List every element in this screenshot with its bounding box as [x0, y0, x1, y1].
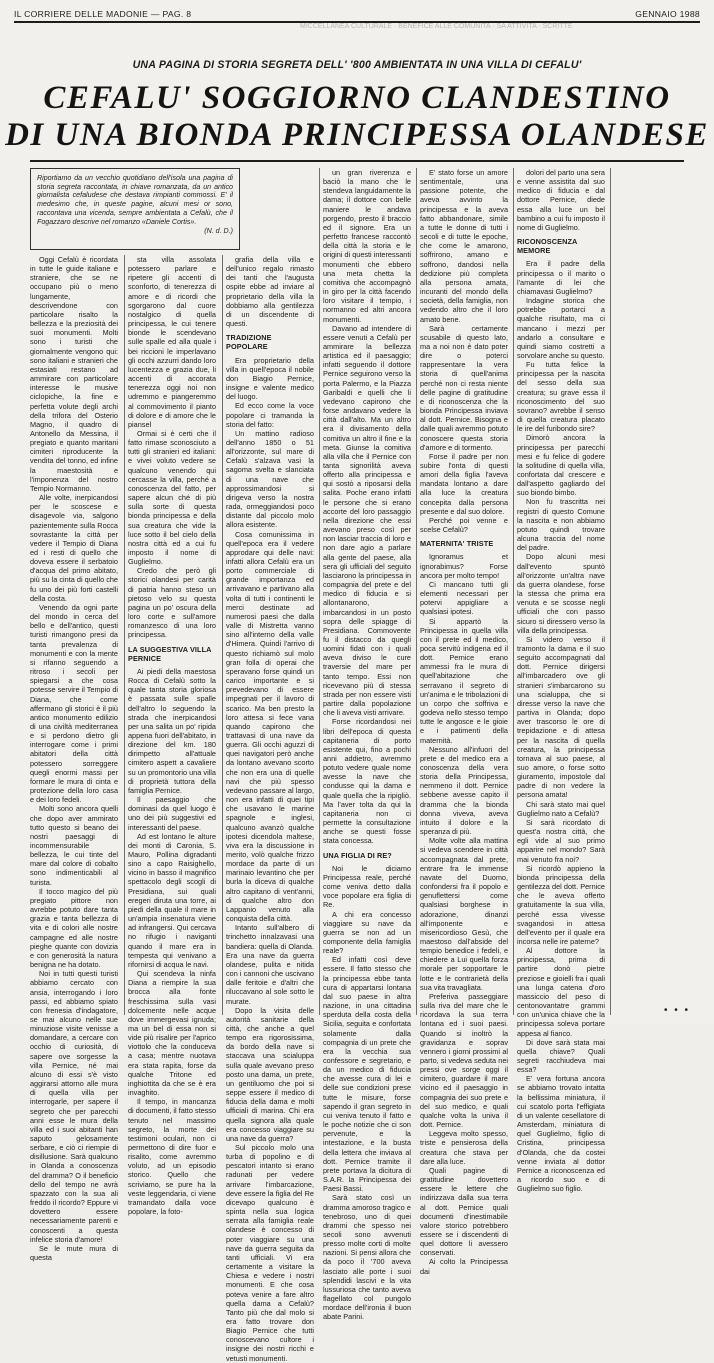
article-paragraph: A chi era concesso viaggiare su nave da guerra se non ad un componente della famiglia reale?	[323, 909, 411, 956]
article-paragraph: E' vera fortuna ancora se abbiamo trovato intatta la bellissima miniatura, il cui scatolo porta l'effigiata di un valente cesellatore di Amsterdam, miniatura di quel Guglielmo, figlio di Cristina, principessa d'Olanda, che da costei venne inviata al dottor Pernice a riconoscenza ed a ricordo suo e di Guglielmo suo figlio.	[517, 1074, 605, 1194]
intro-signature: (N. d. D.)	[204, 227, 233, 236]
article-paragraph: Sul piccolo molo una turba di popolino e di pescatori intanto si erano radunati per vedere arrivare l'imbarcazione, deve essere la figlia del Re dicevapo qualcuno è spinta nella sua logica serrata alla famiglia reale olandese è concesso di poter viaggiare su una nave da guerra seguita da tanti ufficiali. Vi era certamente a visitare la Chiesa e vedere i nostri monumenti. E che cosa poteva venire a fare altro quella dama a Cefalù? Tanto più che dal molo si era fatto trovare don Biagio Pernice che tutti conoscevano cultore i insigne dei nostri ricchi e vetusti monumenti.	[226, 1143, 314, 1363]
article-paragraph: Noi in tutti questi turisti abbiamo cercato con ansia, interrogando i loro passi, ed abbiamo spiato con frenesia d'indagatore, se mai alcuno nelle sue minuziose visite venisse a domandare, a cercare con occhio di curiosità, di sapere ove sorgesse la villa Pernice, né mai alcuno di essi s'è visto aggirarsi attorno alle mura di quella villa per interrogarle, per sapere il segreto che per parecchi anni esse le mura della villa ed i suoi abitanti han saputo gelosamente serbare, e ciò ci riempie di disillusione. Sarà qualcuno in Olanda a conoscenza del dramma? O il beneficio dello del tempo ne avrà spazzato con la sua ali freddo il ricordo? Eppure vi dovettero essere necessariamente parenti e conoscenti a questa infelice storia d'amore!	[30, 969, 118, 1244]
headline-rule	[30, 160, 684, 162]
article-paragraph: Ai piedi della maestosa Rocca di Cefalù sotto la quale tanta storia gloriosa è passata sulle spalle dell'altro lo seguendo la strada che inerpicandosi per una salita un po' ripida appena fuori dell'abitato, in direzione del km. 180 dirimpetto all'attuale cimitero aspett a cavaliere su un promontorio una villa di proprietà tuttora della famiglia Pernice.	[128, 666, 216, 795]
article-paragraph: Ai colto la Principessa dai	[420, 1257, 508, 1276]
article-paragraph: dolori del parto una sera e venne assistita dal suo medico di fiducia e dal dottore Pernice, diede essa alla luce un bel bambino a cui fu imposto il nome di Guglielmo.	[517, 168, 605, 232]
kicker: UNA PAGINA DI STORIA SEGRETA DELL' '800 AMBIENTATA IN UNA VILLA DI CEFALU'	[132, 59, 582, 71]
article-column-5	[420, 168, 508, 1276]
article-paragraph: Noi le diciamo Principessa reale, perché come veniva detto dalla voce popolare era figlia di Re.	[323, 863, 411, 910]
article-paragraph: Si ricordò appieno la bionda principessa della gentilezza del dott. Pernice che le aveva offerto gratuitamente la sua villa, perché essa vivesse svagandosi in attesa dell'evento per il quale era incorsa nelle ire paterne?	[517, 863, 605, 946]
article-paragraph: Il tocco magico del più pregiato pittore non avrebbe potuto dare tanta grazia e tanta bellezza di vita e di colori alle nostre campagne ed alle nostre pieghe quante con dovizia e con generosità la natura benigna ne ha dotato.	[30, 886, 118, 970]
article-paragraph: Si videro verso il tramonto la dama e il suo seguito accompagnati dal dott. Pernice dirigersi all'imbarcadero ove gli stranieri s'imbarcarono su una scialuppa, che si diresse verso la nave che partiva in Olanda; dopo aver trascorso le ore di trepidazione e di attesa per la nascita di quella creatura, la principessa tornava al suo paese, al suo amore, o forse sotto giuramento, impostole dal padre di non vedere la persona amata!	[517, 634, 605, 800]
article-paragraph: Indagine storica che potrebbe portarci a qualche risultato, ma ci mancano i mezzi per andarlo a consultare e quindi siamo costretti a sorvolare anche su questo.	[517, 296, 605, 360]
article-paragraph: Molte volte alla mattina si vedeva scendere in città accompagnata dal prete, entrare fra le immense navate del Duomo, confondersi fra il popolo e genuflettersi come qualsiasi borghese in adorazione, dinanzi all'imponente e misericordioso Gesù, che maestoso dall'abside del tempio benedice i fedeli, e chiedere a Lui quella forza morale per sopportare le lotte e le contrarietà della sua vita travagliata.	[420, 836, 508, 992]
article-paragraph: Cosa comunissima in quell'epoca era il vedere approdare qui delle navi: infatti allora Cefalù era un porto commerciale di grande importanza ed arrivavano e partivano alla volta di tutti i continenti le merci destinate ad numerosi paesi che dalla valle di Mistretta vanno sino all'interno della valle d'Himera. Quindi l'arrivo di questo richiamò sul molo gran folla di operai che speravano forse quindi un carico importante e si prevedevano di essere impegnati per il lavoro di scarico. Ma ben presto la loro attesa si fece vana quando capirono che trattavasi di una nave da guerra. Gli occhi aguzzi di quei navigatori però anche da lontano avevano scorto che non era una di quelle navi che più spesso vedevano passare al largo, non era infatti di quei tipi che usavano le marine spagnole e inglesi, qualcuno avanzò qualche ipotesi dicendola maltese, viva era la discussione in merito, volò qualche frizzo mordace da parte di un marinaio levantino che per burla la diceva di qualche altro capitano di vent'anni, di qualche altro don Lappanio venuto alla conquista della città.	[226, 529, 314, 924]
article-paragraph: Credo che però gli storici olandesi per carità di patria hanno steso un pietoso velo su questa pagina un po' oscura della loro corte e sull'amore romanzesco di una loro principessa.	[128, 566, 216, 640]
section-heading: TRADIZIONE POPOLARE	[226, 333, 272, 352]
article-paragraph: Fu tutta felice la principessa per la nascita del sesso della sua creatura; su grave essa il riconoscimento del suo sovrano? avrebbe il senso di quella creatura placato le ire del furibondo sire?	[517, 360, 605, 434]
article-paragraph: Ci mancano tutti gli elementi necessari per potervi appigliare a qualsiasi ipotesi.	[420, 579, 508, 617]
article-paragraph: Si appartò la Principessa in quella villa con il prete ed il medico, poca servitù indigena ed il dott. Pernice erano ammessi fra le mura di quell'abitazione che serravano il segreto di un'anima e le tribolazioni di un corpo che soffriva e godeva nello stesso tempo tutte le angosce e le gioie e i patimenti della maternità.	[420, 616, 508, 745]
article-paragraph: Perché poi venne e scelse Cefalù?	[420, 515, 508, 535]
article-paragraph: Forse ricordandosi nei libri dell'epoca di questa capitaneria di porto esistente qui, fino a pochi anni addietro, avremmo potuto vedere quale nome avesse la nave che condusse qui la dama e quale quella che la ripigliò. Ma l'aver tolta da qui la capitaneria non ci permette la consultazione anche se questi fosse stata concessa.	[323, 717, 411, 846]
article-column-1	[30, 255, 118, 1263]
article-paragraph: Ad est lontano le alture dei monti di Caronia, S. Mauro, Pollina digradanti sino a capo Raisighello, vicino in basso il magnifico spettacolo degli scogli di Presidiana, sui quali eregeri diruta una torre, ai piedi della quale il mare in un'ampia insenatura viene ad infrangersi. Qui cercava no rifugio i naviganti quando il mare era in tempesta qui venivano a rifornirsi di acqua le navi.	[128, 831, 216, 969]
masthead	[14, 3, 700, 19]
masthead-date: GENNAIO 1988	[635, 9, 700, 19]
section-heading: MATERNITA' TRISTE	[420, 539, 494, 549]
article-paragraph: Forse il padre per non subire l'onta di questi amori della figlia l'aveva mandata lontano a dare alla luce la creatura concepita dalla persona presente e dal suo dolore.	[420, 451, 508, 516]
headline-line-1: CEFALU' SOGGIORNO CLANDESTINO	[43, 80, 671, 116]
column-separator	[222, 255, 223, 1015]
column-separator	[319, 168, 320, 1015]
article-paragraph: Molti sono ancora quelli che dopo aver ammirato tutto questo si beano dei nostri paesaggi di incommensurabile bellezza, le cui tinte del mare dal colore di cobalto sono indimenticabili al turista.	[30, 804, 118, 887]
section-heading: LA SUGGESTIVA VILLA PERNICE	[128, 644, 212, 663]
article-paragraph: Dopo alcuni mesi dall'evento spuntò all'orizzonte un'altra nave da guerra olandese, forse la stessa che prima era venuta e se scosse negli ufficiali che con passo sicuro si diressero verso la villa della principessa.	[517, 552, 605, 635]
article-paragraph: Sarà stato così un dramma amoroso tragico e tenebroso, uno di quei drammi che spesso nei secoli sono avvenuti presso molte corti di molte nazioni. Si pensi allora che da poco il '700 aveva lasciato alle porte i suoi splendidi lascivi e la vita lussuriosa che tanto aveva flagellato col pungolo mordace dell'ironia il buon abate Parini.	[323, 1193, 411, 1322]
article-paragraph: Nessuno all'infuori del prete e del medico era a conoscenza della vera storia della Principessa, nemmeno il dott. Pernice sebbene avesse capito il dramma che la bionda donna viveva, aveva intuito il dolore e la speranza di più.	[420, 744, 508, 837]
article-paragraph: Chi sarà stato mai quel Guglielmo nato a Cefalù?	[517, 799, 605, 818]
column-separator	[610, 168, 611, 1015]
article-paragraph: un gran riverenza e baciò la mano che le stendeva languidamente la dama; il dottore con belle maniere le andava porgendo, presto il braccio ed il signore. Era un perfetto francese raccontò della città la storia e le origini di questi interessanti monumenti che ebbero una meta chetta la comitiva che accompagnò in giro per la città facendo loro visitare il tempio, i normanno ed altri ancora monumenti.	[323, 168, 412, 324]
article-paragraph: Dopo la visita delle autorità sanitarie della città, che anche a quel tempo era rigorosissima, da bordo della nave si staccava una scialuppa sulla quale avevano preso posto una dama, un prete, un gentiluomo che poi si seppe essere il medico di fiducia della dama e molti ufficiali di marina. Chi era quella signora alla quale era concesso viaggiare su una nave da guerra?	[226, 1005, 314, 1143]
article-paragraph: Un mattino radioso dell'anno 1850 o 51 all'orizzonte, sul mare di Cefalù s'alzava vasi la sagoma svelta e slanciata di una nave che approssimandosi si dirigeva verso la nostra rada, ormeggiandosi poco distante dal piccolo molo allora esistente.	[226, 428, 314, 530]
article-column-6	[517, 168, 605, 1194]
article-column-4	[323, 168, 412, 1322]
column-separator	[513, 168, 514, 1015]
article-paragraph: Intanto sull'albero di trinchetto innalzavasi una bandiera: quella di Olanda. Era una nave da guerra olandese, pulita e nitida con i cannoni che uscivano dalle feritoie e d'altri che riluccavano al sole sotto le murate.	[226, 923, 314, 1006]
article-paragraph: Sarà certamente scusabile di questo lato, ma a noi non è dato poter dire o poterci rappresentare la vera storia di quell'anima perché non ci resta niente delle pagine di gratitudine e di riconoscenza che la bionda Principessa inviava al dott. Pernice. Bisogna e dalle quali avremmo potuto conoscere questa storia d'amore e di tormento.	[420, 323, 508, 452]
article-paragraph: Venendo da ogni parte del mondo in cerca del bello e dell'antico, questi turisti rimangono presi da tanta prevalenza di monumenti e con la mente si rifanno seguendo a ritroso i secoli per spiegarsi a che cosa potesse servire il Tempio di Diana, che come affermano gli storici è il più antico monumento edilizio di una civiltà mediterranea e si perdono dietro gli interrogare come i primi abitatori della città potessero sorreggere quegli enormi massi per formare le mura di cinta e protezione della loro casa e dei loro fedeli.	[30, 602, 118, 805]
article-paragraph: Era il padre della principessa o il marito o l'amante di lei che chiamavasi Guglielmo?	[517, 259, 605, 296]
article-paragraph: Preferiva passeggiare sulla riva del mare che le ricordava la sua terra lontana ed i suoi paesi. Quando si inoltrò la gravidanza e soprav vennero i giorni prossimi al parto, si vedeva seduta nei pressi ove sorge oggi il cimitero, guardare il mare vicino ed il paesaggio in compagnia dei suo prete e del suo medico, e quali qualche volta la univa il dott. Pernice.	[420, 991, 508, 1130]
article-paragraph: Qui scendeva la ninfa Diana a riempire la sua brocca alla fonte freschissima sulla vasi dolcemente nelle acque dove immergevasi ignuda; ma un bel di essa non si vide più risalire per l'aprico viottolo che la conduceva a casa; mentre nuotava era stata rapita, forse da qualche Tritone ed inghiottita da che se è era invaghito.	[128, 969, 216, 1098]
headline-line-2: DI UNA BIONDA PRINCIPESSA OLANDESE	[5, 117, 709, 153]
article-paragraph: Quali pagine di gratitudine dovettero essere le lettere che indirizzava dalla sua terra al dott. Pernice quali documenti d'inestimabile valore storico potrebbero essere se i discendenti di quel dottore li avessero conservati.	[420, 1165, 508, 1258]
article-paragraph: sta villa assolata potessero parlare e ripetere gli accenti di sconforto, di tenerezza di amore e di ricordi che sgorgarono dal cuore nostalgico di quella principessa, le cui tenere bionde le scendevano sulle spalle ed alla quale i bei riccioni le imperlavano gli occhi azzurri dando loro lucentezza e grazia due, li accenti di accorata tenerezza oggi noi non udremmo e piangeremmo al commovimento il pianto di dolore e di amore che le piansel	[128, 255, 216, 429]
article-paragraph: Non fu trascritta nei registri di questo Comune la nascita e non abbiamo potuto quindi trovare alcuna traccia del nome del padre.	[517, 497, 605, 553]
article-paragraph: grafia della villa e dell'unico regalo rimasto dei tanti che l'augusta ospite ebbe ad inviare al proprietario della villa la dobbiamo alla gentilezza di un discendente di questi.	[226, 255, 314, 329]
article-column-2	[128, 255, 217, 1217]
article-paragraph: Alle volte, inerpicandosi per le scoscese e disagevole via, salgono pazientemente sulla Rocca sovrastante la città per vedere il Tempio di Diana ed i resti di quello che doveva essere il serbatoio d'acqua del primo abitato, più su la cinta di quello che fu uno dei più forti castelli della costa.	[30, 493, 118, 603]
section-heading: RICONOSCENZA MEMORE	[517, 237, 578, 256]
article-paragraph: Era proprietario della villa in quell'epoca il nobile don Biagio Pernice, insigne e valente medico del luogo.	[226, 355, 314, 402]
masthead-paper: IL CORRIERE DELLE MADONIE — PAG. 8	[14, 9, 192, 19]
column-separator	[416, 168, 417, 1015]
article-paragraph: Il tempo, in mancanza di documenti, il fatto stesso tenuto nel massimo segreto, la morte dei testimoni oculari, non ci permettono di dire fuor e risalito, come avremmo voluto, ad un episodio storico. Quello che scriviamo, se pure ha la veste leggendaria, ci viene tramandato dalla voce popolare, la foto-	[128, 1097, 217, 1217]
bleed-through-text: MICCELLANEA CULTURALE · BENEFICE ALLE COMUNITA · SA ATTIVITA · SCRITTE	[300, 23, 573, 30]
article-paragraph: Di dove sarà stata mai quella chiave? Quali segreti racchiudeva mai essa?	[517, 1037, 605, 1075]
article-paragraph: Al dottore la principessa, prima di partire donò pietre preziose e gioielli fra i quali una lunga catena d'oro massiccio del peso di centonovantatre grammi con un'unica chiave che la principessa soleva portare appesa al fianco.	[517, 946, 605, 1038]
article-paragraph: Davano ad intendere di essere venuti a Cefalù per ammirare la bellezza artistica ed il paesaggio; infatti seguendo il dottore Pernice seguirono verso la porta Palermo, e la Piazza Garibaldi e quelli che li vedevano capirono che forse andavano vedere la città dall'alto. Ma un altro era il divisamento della comitiva un altro il fine e la meta. Giunse la comitiva alla villa che il Pernice con tanta signorilità aveva offerto alla principessa e qui sostò a riposarsi della salita. Poche erano infatti le persone che si erano accorte del loro passaggio nella direzione che essi avevano preso così per non lasciar traccia di loro e non dare agio a parlare alla gente del paese, alla sera gli ufficiali del seguito lasciarono la principessa in compagnia del prete e del medico di fiducia e si allontanarono, imbarcandosi in un posto sopra delle spiagge di Presidiana. Commovente fu il distacco da quegli uomini fidati con i quali aveva diviso le cure traversie del mare per tanto tempo. Essi non ricevevano più di stessa strada per non essere visti partire dalla popolazione che li aveva visti arrivare.	[323, 323, 411, 718]
article-paragraph: Ignoramus et ignorabimus? Forse ancora per molto tempo!	[420, 552, 508, 580]
article-paragraph: E' stato forse un amore sentimentale, una passione potente, che aveva avvinto la principessa e la aveva fatto abbandonare, simile a tutte le donne di tutti i secoli e di tutte le epoche, che come le amarono, soffrirono, amano e soffrono, dandosi nella dedizione più completa alla persona amata, incuranti del mondo della società, della famiglia, non vedendo altro che il loro amato bene.	[420, 168, 508, 324]
article-column-3	[226, 255, 314, 1363]
intro-text: Riportiamo da un vecchio quotidiano dell'isola una pagina di storia segreta raccontata, in chiave romanzata, da un antico giornalista cefaludese che destava rimpianti commossi. E' il medesimo che, in queste pagine, alcuni mesi or sono, raccontava una vicenda, sempre ambientata a Cefalù, che il Fogazzaro descrive nel romanzo «Daniele Cortis».	[37, 174, 233, 226]
intro-box	[30, 168, 240, 250]
article-paragraph: Dimorò ancora la principessa per parecchi mesi e fu felice di godere la solitudine di quella villa, confortata dal crescere e dall'aspetto gagliardo del suo biondo bimbo.	[517, 433, 605, 498]
end-mark: • • •	[663, 1005, 690, 1016]
article-paragraph: Ed infatti così deve essere. Il fatto stesso che la principessa ebbe tanta cura di appartarsi lontana dal suo paese in altra nazione, in una cittadina sperduta della costa della Sicilia, seguita e confortata solamente dalla compagnia di un prete che era la vecchia sua confessore e segretario, e da un medico di fiducia che avesse cura di lei e delle sue condizioni prese tutte le misure, forse sapendo il gran segreto in cui veniva tenuto il fatto e le poche notizie che ci son pervenute, e la intestazione, e la busta della lettera che inviava al dott. Pernice tramite il prete portava la dicitura di S.A.R. la Principessa dei Paesi Bassi.	[323, 955, 411, 1194]
section-heading: UNA FIGLIA DI RE?	[323, 850, 392, 860]
article-paragraph: Se le mute mura di questa	[30, 1243, 118, 1263]
article-paragraph: Ed ecco come la voce popolare ci tramanda la storia del fatto:	[226, 401, 314, 429]
column-separator	[124, 255, 125, 1015]
article-paragraph: Si sarà ricordato di quest'a nostra città, che egli vide al suo primo apparire nel mondo? Sarà mai venuto fra noi?	[517, 817, 605, 864]
article-paragraph: Ormai si è certi che il fatto rimase sconosciuto a tutti gli stranieri ed italiani: e vivei voluto vedere se qualcuno venendo qui cercasse la villa, perché a conoscenza del fatto, per sapere alcun ché di più sulla sorte di questa bionda principessa e della sua creatura che vide la luce sotto il bel cielo della nostra città ed a cui fu imposto il nome di Guglielmo.	[128, 428, 216, 567]
article-paragraph: Il paesaggio che dominasi da quel luogo è uno dei più suggestivi ed interessanti del paese.	[128, 795, 216, 832]
article-paragraph: Leggeva molto spesso, triste e pensierosa della creatura che stava per dare alla luce.	[420, 1129, 508, 1166]
article-paragraph: Oggi Cefalù è ricordata in tutte le guide italiane e straniere, che se ne occupano più o meno lungamente, descrivendone con particolare risalto la bellezza e la preziosità dei suoi monumenti. Molti sono i turisti che giornalmente vengono qui: sono italiani e stranieri che estasiati restano ad ammirare con particolare interesse le musive ciclopiche, la fine e perfetta volute degli archi della trifora del Osterio Magno, il quadro di Antonello da Messina, il pregiato e quanto maritani cimiteri riproducente la vendita del tonno, ed infine la maestosità e l'imponenza del nostro Tempio Normanno.	[30, 255, 118, 493]
